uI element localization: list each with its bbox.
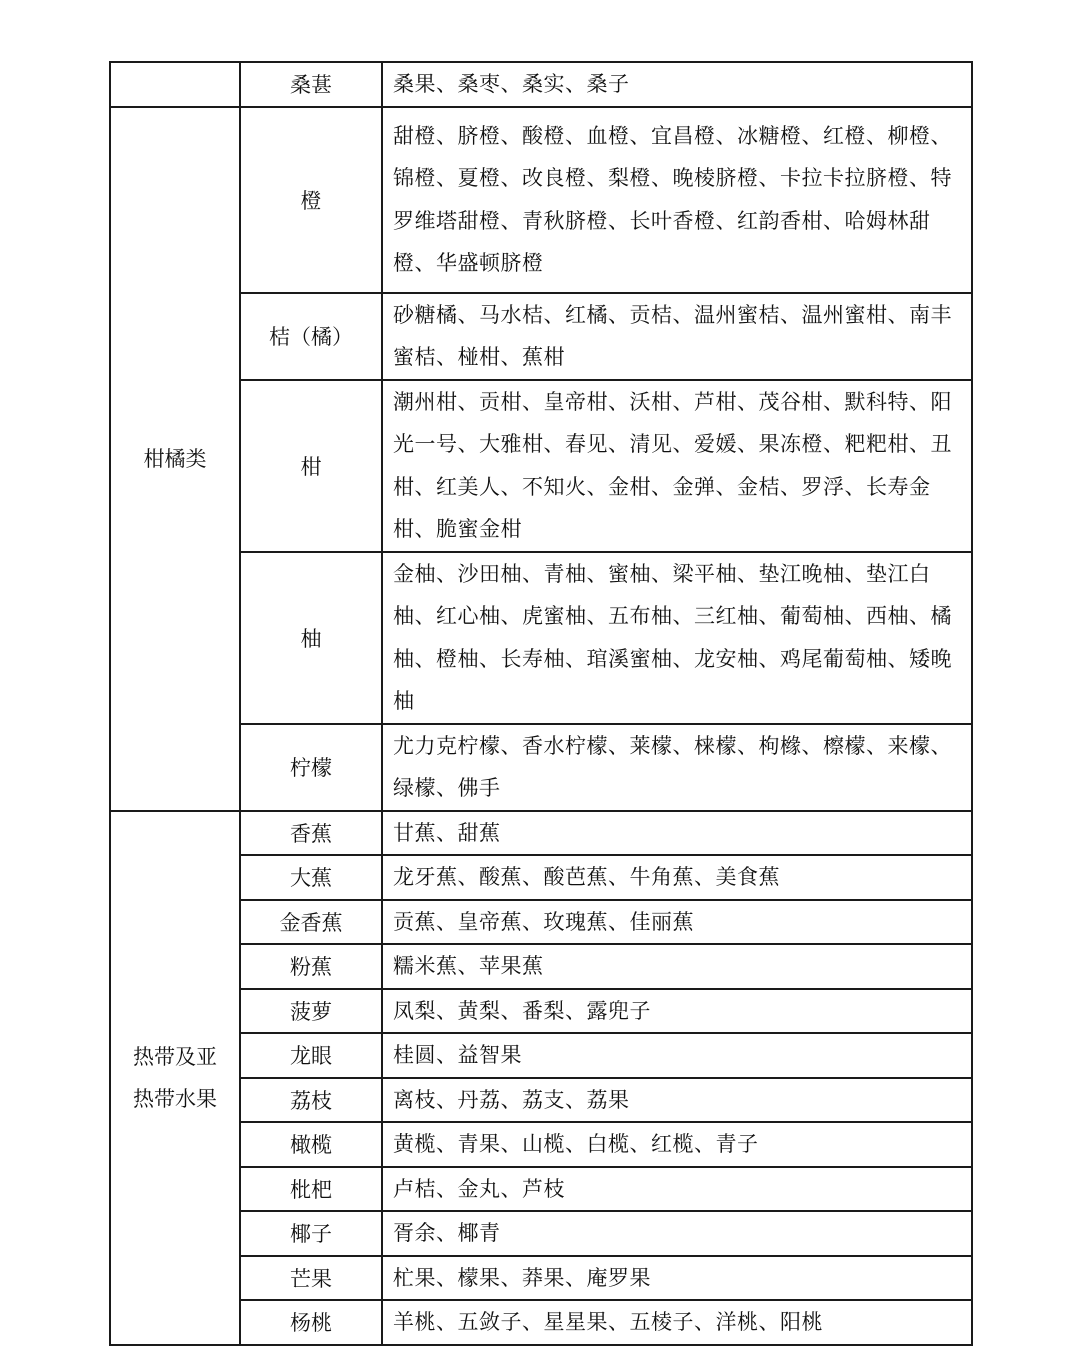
category-cell: 柑橘类: [110, 107, 240, 811]
category-cell: [110, 811, 240, 1345]
alias-cell: 甜橙、脐橙、酸橙、血橙、宜昌橙、冰糖橙、红橙、柳橙、锦橙、夏橙、改良橙、梨橙、晚棱脐橙、卡拉卡拉脐橙、特罗维塔甜橙、青秋脐橙、长叶香橙、红韵香柑、哈姆林甜橙、华盛顿脐橙: [382, 107, 972, 293]
table-row: [110, 1078, 972, 1123]
category-cell: [110, 62, 240, 107]
table-row: [110, 1033, 972, 1078]
table-row: [110, 855, 972, 900]
fruit-name-cell: 柠檬: [240, 724, 382, 811]
alias-cell: 杧果、檬果、莽果、庵罗果: [382, 1256, 972, 1301]
alias-cell: 潮州柑、贡柑、皇帝柑、沃柑、芦柑、茂谷柑、默科特、阳光一号、大雅柑、春见、清见、爱媛、果冻橙、粑粑柑、丑柑、红美人、不知火、金柑、金弹、金桔、罗浮、长寿金柑、脆蜜金柑: [382, 380, 972, 552]
fruit-name-cell: 金香蕉: [240, 900, 382, 945]
fruit-name-cell: 柑: [240, 380, 382, 552]
table-row: [110, 552, 972, 724]
alias-cell: 桂圆、益智果: [382, 1033, 972, 1078]
category-label: 热带及亚热带水果: [133, 1044, 217, 1111]
fruit-name-cell: 荔枝: [240, 1078, 382, 1123]
table-row: [110, 1300, 972, 1345]
alias-cell: 糯米蕉、苹果蕉: [382, 944, 972, 989]
alias-cell: 羊桃、五敛子、星星果、五棱子、洋桃、阳桃: [382, 1300, 972, 1345]
fruit-name-cell: 杨桃: [240, 1300, 382, 1345]
table-row: [110, 1167, 972, 1212]
alias-cell: 贡蕉、皇帝蕉、玫瑰蕉、佳丽蕉: [382, 900, 972, 945]
fruit-name-cell: 粉蕉: [240, 944, 382, 989]
fruit-name-cell: 龙眼: [240, 1033, 382, 1078]
fruit-name-cell: 橄榄: [240, 1122, 382, 1167]
table-row: [110, 62, 972, 107]
fruit-alias-table: [109, 61, 973, 1346]
table-row: [110, 724, 972, 811]
table-row: [110, 1256, 972, 1301]
fruit-name-cell: 菠萝: [240, 989, 382, 1034]
alias-cell: 金柚、沙田柚、青柚、蜜柚、梁平柚、垫江晚柚、垫江白柚、红心柚、虎蜜柚、五布柚、三红柚、葡萄柚、西柚、橘柚、橙柚、长寿柚、琯溪蜜柚、龙安柚、鸡尾葡萄柚、矮晚柚: [382, 552, 972, 724]
table-row: [110, 293, 972, 380]
alias-cell: 龙牙蕉、酸蕉、酸芭蕉、牛角蕉、美食蕉: [382, 855, 972, 900]
fruit-name-cell: 橙: [240, 107, 382, 293]
alias-cell: 桑果、桑枣、桑实、桑子: [382, 62, 972, 107]
fruit-name-cell: 香蕉: [240, 811, 382, 856]
table-row: [110, 1211, 972, 1256]
table-row: [110, 380, 972, 552]
fruit-name-cell: 桔（橘）: [240, 293, 382, 380]
alias-cell: 离枝、丹荔、荔支、荔果: [382, 1078, 972, 1123]
fruit-name-cell: 椰子: [240, 1211, 382, 1256]
fruit-name-cell: 桑葚: [240, 62, 382, 107]
alias-cell: 砂糖橘、马水桔、红橘、贡桔、温州蜜桔、温州蜜柑、南丰蜜桔、椪柑、蕉柑: [382, 293, 972, 380]
fruit-name-cell: 枇杷: [240, 1167, 382, 1212]
fruit-name-cell: 芒果: [240, 1256, 382, 1301]
fruit-name-cell: 大蕉: [240, 855, 382, 900]
alias-cell: 胥余、椰青: [382, 1211, 972, 1256]
table-row: [110, 989, 972, 1034]
table-row: [110, 900, 972, 945]
table-row: [110, 107, 972, 293]
table-row: [110, 811, 972, 856]
alias-cell: 尤力克柠檬、香水柠檬、莱檬、梾檬、枸橼、檫檬、来檬、绿檬、佛手: [382, 724, 972, 811]
alias-cell: 黄榄、青果、山榄、白榄、红榄、青子: [382, 1122, 972, 1167]
fruit-name-cell: 柚: [240, 552, 382, 724]
alias-cell: 甘蕉、甜蕉: [382, 811, 972, 856]
table-row: [110, 1122, 972, 1167]
alias-cell: 卢桔、金丸、芦枝: [382, 1167, 972, 1212]
alias-cell: 凤梨、黄梨、番梨、露兜子: [382, 989, 972, 1034]
table-row: [110, 944, 972, 989]
